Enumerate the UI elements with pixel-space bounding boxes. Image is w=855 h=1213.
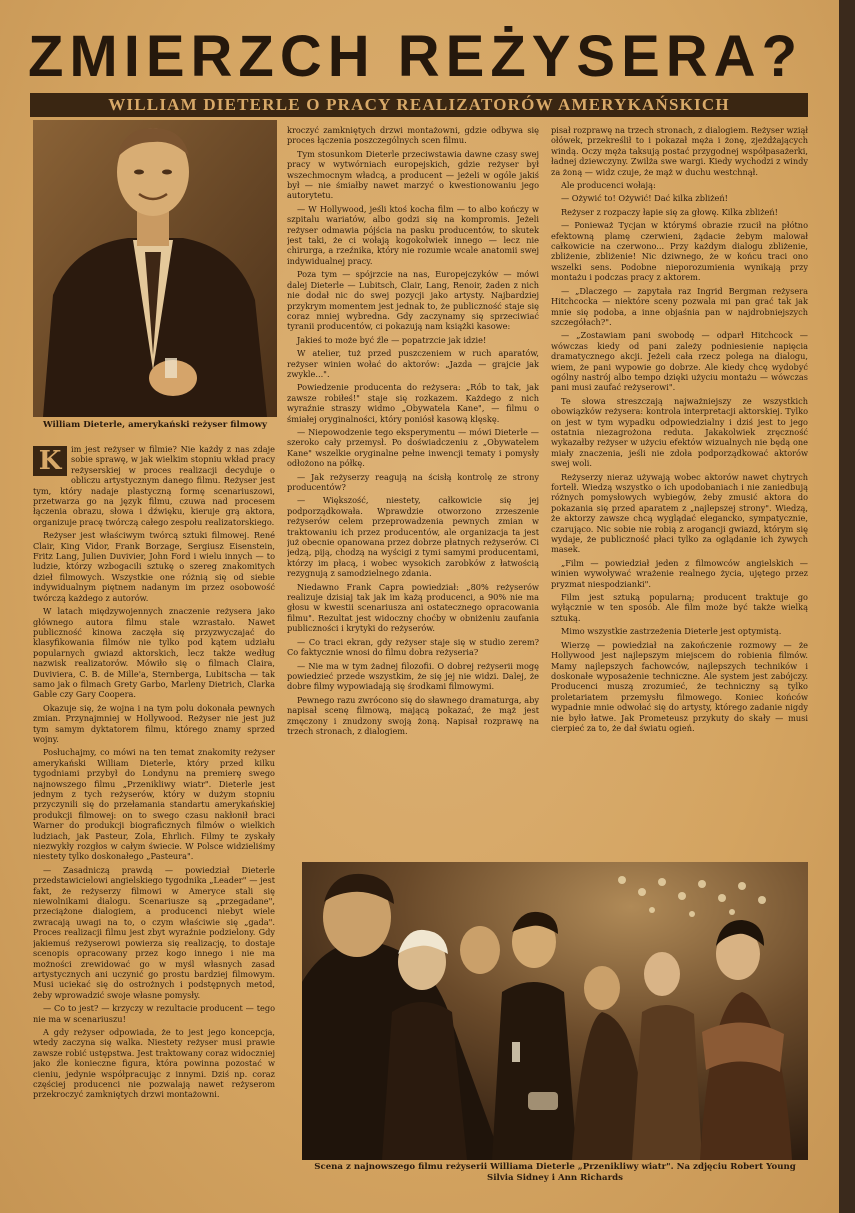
page-edge: [839, 0, 855, 1213]
paragraph: Okazuje się, że wojna i na tym polu dokonała pewnych zmian. Przynajmniej w Hollywood. Reżyser nie jest już tym samym dyktatorem filmu, którego znamy sprzed wojny.: [33, 702, 275, 744]
paragraph: — Ożywić to! Ożywić! Dać kilka zbliżeń!: [561, 193, 728, 204]
paragraph: Mimo wszystkie zastrzeżenia Dieterle jest optymistą.: [561, 626, 782, 637]
drop-cap: K: [33, 446, 67, 476]
paragraph: Niedawno Frank Capra powiedział: „80% reżyserów realizuje dzisiaj tak jak im każą producenci, a 90% nie ma głosu w kwestii scenariusza ani ostatecznego opracowania filmu". Rezultat jest widoczny choćby w obniżeniu zaufania publiczności i krytyki do reżyserów.: [287, 581, 539, 634]
paragraph: pisał rozprawę na trzech stronach, z dialogiem. Reżyser wziął ołówek, przekreślił to i pokazał męża i żonę, zjeżdżających windą. Oczy męża taksują postać przygodnej współpasażerki, ładnej dziewczyny. Zwilża swe wargi. Kiedy wychodzi z windy za żoną — widz czuje, że mąż w duchu westchnął.: [551, 125, 808, 177]
paragraph: im jest reżyser w filmie? Nie każdy z nas zdaje sobie sprawę, w jak wielkim stopniu wkład pracy reżyserskiej w proces realizacji decyduje o obliczu artystycznym danego filmu. Reżyser jest tym, który nadaje plastyczną formę scenariuszowi, przetwarza go na język filmu, czuwa nad procesem łączenia obrazu, słowa i dźwięku, kieruje grą aktora, organizuje pracę twórczą całego zespołu realizatorskiego.: [33, 444, 275, 527]
paragraph: Reżyserzy nieraz używają wobec aktorów nawet chytrych fortelł. Wiedzą wszystko o ich upodobaniach i nie zaniedbują różnych pomysłowych wybiegów, żeby zmusić aktora do pokazania się przed aparatem z „najlepszej strony". Wiedzą, że aktorzy zawsze chcą wyglądać elegancko, sympatycznie, czarująco. Nic sobie nie robią z arogancji gwiazd, którym się wydaje, że publiczność płaci tylko za oglądanie ich żywych masek.: [551, 471, 808, 555]
paragraph: Powiedzenie producenta do reżysera: „Rób to tak, jak zawsze robiłeś!" staje się rozkazem. Każdego z nich wyraźnie straszy widmo „Obywatela Kane", — filmu o śmiałej oryginalności, który poniósł kasową klęskę.: [287, 382, 539, 424]
paragraph: A gdy reżyser odpowiada, że to jest jego koncepcja, wtedy zaczyna się walka. Niestety reżyser musi prawie zawsze robić ustępstwa. Jest traktowany coraz widoczniej jako źle konieczne figura, która powinna pozostać w cieniu, jedynie współpracując z innymi. Dziś np. coraz częściej producenci nie pozwalają nawet reżyserom przekroczyć zamkniętych drzwi montażowni.: [33, 1026, 275, 1100]
film-scene-illustration: [302, 862, 808, 1160]
paragraph: Ale producenci wołają:: [561, 180, 656, 191]
paragraph: Reżyser jest właściwym twórcą sztuki filmowej. René Clair, King Vidor, Frank Borzage, Sergiusz Eisenstein, Fritz Lang, Julien Duvivier, John Ford i wielu innych — to ludzie, którzy wzbogacili sztukę o szereg znakomitych dzieł filmowych. Wszystkie one różnią się od siebie indywidualnym piętnem nadanym im przez osobowość twórczą każdego z autorów.: [33, 530, 275, 603]
paragraph: „Film — powiedział jeden z filmowców angielskich — winien wywoływać wrażenie realnego życia, ujętego przez pryzmat niespodzianki".: [551, 557, 808, 589]
paragraph: Reżyser z rozpaczy łapie się za głowę. Kilka zbliżeń!: [561, 206, 778, 217]
paragraph: kroczyć zamkniętych drzwi montażowni, gdzie odbywa się proces łączenia poszczególnych scen filmu.: [287, 125, 539, 146]
paragraph: Wierzę — powiedział na zakończenie rozmowy — że Hollywood jest najlepszym miejscem do robienia filmów. Mamy najlepszych fachowców, najlepszych techników i doskonałe wyposażenie techniczne. Ale system jest zabójczy. Producenci muszą zrozumieć, że techniczny są tylko proletariatem przemysłu filmowego. Koniec końców wypadnie mnie odwołać się do artysty, którego zadanie nigdy nie było łatwe. Jak Prometeusz przykuty do skały — musi cierpieć za to, że dał światu ogień.: [551, 639, 808, 733]
paragraph: — Ponieważ Tycjan w którymś obrazie rzucił na płótno efektowną plamę czerwieni, żądacie żebym malował całkowicie na czerwono... Przy każdym dialogu zbliżenie, zbliżenie, zbliżenie! Nic dziwnego, że w końcu traci ono wszelki sens. Podobne nieporozumienia wynikają przy montażu i podczas pracy z aktorem.: [551, 220, 808, 283]
subtitle-bar: [30, 93, 808, 117]
article-subtitle: WILLIAM DIETERLE O PRACY REALIZATORÓW AMERYKAŃSKICH: [108, 95, 730, 114]
paragraph: Te słowa streszczają najważniejszy ze wszystkich obowiązków reżysera: kontrola interpretacji aktorskiej. Tylko on jest w tym wypadku odpowiedzialny i dziś jest to jego ostatnia niezagrożona reduta. Jakakolwiek zręczność wykazałby reżyser w użyciu efektów wizualnych nie będą one miały znaczenia, jeśli nie zdoła podporządkować aktorów swej woli.: [551, 395, 808, 469]
paragraph: Pewnego razu zwrócono się do sławnego dramaturga, aby napisał scenę filmową, mającą pokazać, że mąż jest zmęczony i znudzony swoją żoną. Napisał rozprawę na trzech stronach, z dialogiem.: [287, 694, 539, 736]
paragraph: W atelier, tuż przed puszczeniem w ruch aparatów, reżyser winien wołać do aktorów: „Jazda — grajcie jak zwykle...".: [287, 348, 539, 379]
article-title: ZMIERZCH REŻYSERA?: [28, 24, 803, 89]
paragraph: — Jak reżyserzy reagują na ścisłą kontrolę ze strony producentów?: [287, 471, 539, 492]
paragraph: — Zasadniczą prawdą — powiedział Dieterle przedstawicielowi angielskiego tygodnika „Leader" — jest fakt, że reżyserzy filmowi w Ameryce stali się niewolnikami dialogu. Scenariusze są „przegadane", przeciążone dialogiem, a producenci niebyt wiele zwracają uwagi na to, o czym właściwie się „gada". Proces realizacji filmu jest zbyt wyraźnie podzielony. Gdy jakiemuś reżyserowi powierza się realizację, to dostaje scenopis opracowany przez kogo innego i nie ma możności zrewidować go w myśl własnych zasad artystycznych ani uczynić go prostu bardziej filmowym. Musi uciekać się do ostrożnych i podstępnych metod, żeby wprowadzić swoje własne pomysły.: [33, 864, 275, 1000]
paragraph: — Co traci ekran, gdy reżyser staje się w studio zerem? Co faktycznie wnosi do filmu dobra reżyseria?: [287, 636, 539, 658]
paragraph: — Większość, niestety, całkowicie się jej podporządkowała. Wprawdzie otworzono zrzeszenie reżyserów celem przeprowadzenia pewnych zmian w traktowaniu ich przez producentów, ale organizacja ta jest już obecnie opanowana przez dobrze płatnych reżyserów. Ci jedzą, piją, chodzą na wyścigi z tymi samymi producentami, którzy im płacą, i wobec wysokich zarobków z łatwością rezygnują z samodzielnego zdania.: [287, 495, 539, 579]
portrait-photo: [33, 120, 277, 417]
paragraph: Posłuchajmy, co mówi na ten temat znakomity reżyser amerykański William Dieterle, który przed kilku tygodniami przybył do Londynu na premierę swego najnowszego filmu „Przenikliwy wiatr". Dieterle jest jednym z tych reżyserów, który w dużym stopniu przyczynili się do przełamania standartu amerykańskiej produkcji filmowej: on to swego czasu nakłonił braci Warner do produkcji biograficznych filmów o wielkich ludziach, jak Pasteur, Zola, Ehrlich. Filmy te zyskały niezwykły rozgłos w całym świecie. W Polsce widzieliśmy niestety tylko doskonałego „Pasteura".: [33, 747, 275, 862]
article-column-1: [33, 444, 275, 1199]
paragraph: Film jest sztuką popularną; producent traktuje go wyłącznie w ten sposób. Ale film może być także wielką sztuką.: [551, 592, 808, 623]
paragraph: — W Hollywood, jeśli ktoś kocha film — to albo kończy w szpitalu wariatów, albo godzi się na kompromis. Jeżeli reżyser odmawia pójścia na pasku producentów, to skutek jest taki, że ci wołają kogokolwiek innego — lecz nie chirurga, a rzeźnika, który nie rozumie wcale anatomii swej indywidualnej pracy.: [287, 203, 539, 266]
paragraph: — Co to jest? — krzyczy w rezultacie producent — tego nie ma w scenariuszu!: [33, 1003, 275, 1024]
paragraph: W latach międzywojennych znaczenie reżysera jako głównego autora filmu stale wzrastało. Nawet publiczność kinowa zaczęła się przyzwyczajać do klasyfikowania filmów nie tylko pod kątem udziału popularnych gwiazd aktorskich, lecz także według nazwisk realizatorów. Mówiło się o filmach Claira, Duviviera, C. B. de Mille'a, Sternberga, Lubitscha — tak samo jak o filmach Grety Garbo, Marleny Dietrich, Clarka Gable czy Gary Coopera.: [33, 606, 275, 700]
article-column-2: [287, 125, 539, 865]
film-scene-photo: [302, 862, 808, 1160]
portrait-caption: William Dieterle, amerykański reżyser filmowy: [43, 420, 267, 430]
article-column-3: [551, 125, 808, 865]
paragraph: Jakieś to może być źle — popatrzcie jak idzie!: [297, 334, 487, 345]
paragraph: — Niepowodzenie tego eksperymentu — mówi Dieterle — szeroko cały przemysł. Po doświadczeniu z „Obywatelem Kane" wszelkie oryginalne pełne inwencji tematy i pomysły odłożono na półkę.: [287, 426, 539, 469]
paragraph: — „Dlaczego — zapytała raz Ingrid Bergman reżysera Hitchcocka — niektóre sceny pozwala mi pan grać tak jak mnie się podoba, a inne objaśnia pan w najdrobniejszych szczegółach?".: [551, 285, 808, 327]
portrait-illustration: [33, 120, 277, 417]
paragraph: — Nie ma w tym żadnej filozofii. O dobrej reżyserii mogę powiedzieć przede wszystkim, że się jej nie widzi. Dalej, że dobre filmy wypowiadają się środkami filmowymi.: [287, 660, 539, 692]
paragraph: Poza tym — spójrzcie na nas, Europejczyków — mówi dalej Dieterle — Lubitsch, Clair, Lang, Renoir, żaden z nich nie dodał nic do swej pozycji jako artysty. Najbardziej przykrym momentem jest jednak to, że publiczność staje się coraz mniej wybredna. Gdy zaczynamy się sprzeciwiać tyranii producentów, ci pokazują nam książki kasowe:: [287, 269, 539, 332]
paragraph: Tym stosunkom Dieterle przeciwstawia dawne czasy swej pracy w wytwórniach europejskich, gdzie reżyser był wszechmocnym władcą, a producent — jeżeli w ogóle jakiś był — nie śmiałby nawet marzyć o kwestionowaniu jego autorytetu.: [287, 148, 539, 201]
scene-caption: Scena z najnowszego filmu reżyserii Williama Dieterle „Przenikliwy wiatr". Na zdjęciu Robert Young Silvia Sidney i Ann Richards: [314, 1162, 796, 1183]
paragraph: — „Zostawiam pani swobodę — odparł Hitchcock — wówczas kiedy od pani zależy podniesienie napięcia dramatycznego akcji. Jeżeli cała rzecz polega na dialogu, wiem, że pani wypowie go dobrze. Ale kiedy chcę wydobyć ogólny nastrój albo tempo dzięki użyciu montażu — wówczas pani musi zaufać reżyserowi".: [551, 330, 808, 393]
